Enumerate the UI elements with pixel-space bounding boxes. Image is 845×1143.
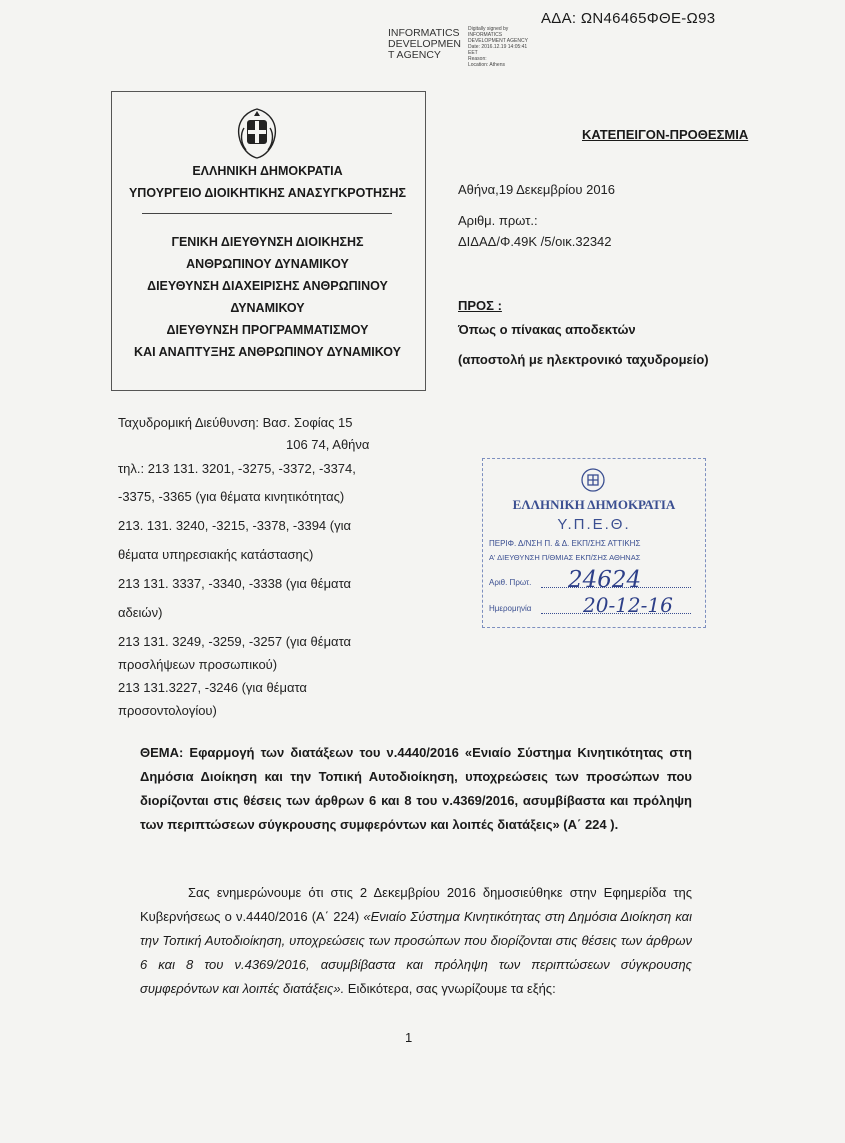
signature-name-line: INFORMATICS [388, 27, 460, 39]
stamp-number-handwritten: 24624 [568, 567, 642, 593]
contact-phone-line: -3375, -3365 (για θέματα κινητικότητας) [118, 489, 345, 504]
contact-address: Ταχυδρομική Διεύθυνση: Βασ. Σοφίας 15 [118, 415, 353, 430]
contact-address-city: 106 74, Αθήνα [286, 437, 370, 452]
signature-details [468, 26, 528, 68]
contact-phone-line: αδειών) [118, 605, 163, 620]
signature-detail-line: Date: 2016.12.19 14:05:41 [468, 44, 528, 50]
signature-detail-line: Reason: [468, 56, 487, 62]
contact-phone-line: 213 131.3227, -3246 (για θέματα [118, 680, 307, 695]
header-republic: ΕΛΛΗΝΙΚΗ ΔΗΜΟΚΡΑΤΙΑ [192, 164, 343, 178]
recipients-line: Όπως ο πίνακας αποδεκτών [458, 322, 636, 337]
registration-stamp [482, 458, 706, 628]
contact-phone-line: προσοντολογίου) [118, 703, 217, 718]
header-directorate-line: ΔΙΕΥΘΥΝΣΗ ΔΙΑΧΕΙΡΙΣΗΣ ΑΝΘΡΩΠΙΝΟΥ [147, 279, 388, 293]
signature-detail-line: Location: Athens [468, 62, 505, 68]
stamp-date-label: Ημερομηνία [489, 604, 532, 613]
recipients-line: (αποστολή με ηλεκτρονικό ταχυδρομείο) [458, 352, 709, 367]
signature-detail-line: EET [468, 50, 478, 56]
subject-paragraph: ΘΕΜΑ: Εφαρμογή των διατάξεων του ν.4440/2016 «Ενιαίο Σύστημα Κινητικότητας στη Δημόσια Διοίκηση και την Τοπική Αυτοδιοίκηση, υποχρεώσεις των προσώπων που διορίζονται στις θέσεις των άρθρων 6 και 8 του ν.4369/2016, ασυμβίβαστα και πρόληψη των περιπτώσεων σύγκρουσης συμφερόντων και λοιπές διατάξεις» (Α΄ 224 ). [140, 745, 692, 832]
contact-phone-line: τηλ.: 213 131. 3201, -3275, -3372, -3374, [118, 461, 356, 476]
stamp-title: ΕΛΛΗΝΙΚΗ ΔΗΜΟΚΡΑΤΙΑ [512, 497, 676, 512]
header-directorate-line: ΔΥΝΑΜΙΚΟΥ [230, 301, 305, 315]
signature-detail-line: Digitally signed by [468, 26, 509, 32]
signature-name-line: DEVELOPMEN [388, 38, 461, 50]
header-directorate-line: ΑΝΘΡΩΠΙΝΟΥ ΔΥΝΑΜΙΚΟΥ [186, 257, 349, 271]
signature-detail-line: INFORMATICS [468, 32, 503, 38]
header-directorate-line: ΚΑΙ ΑΝΑΠΤΥΞΗΣ ΑΝΘΡΩΠΙΝΟΥ ΔΥΝΑΜΙΚΟΥ [134, 345, 401, 359]
stamp-date-handwritten: 20-12-16 [583, 593, 673, 617]
urgency-label: ΚΑΤΕΠΕΙΓΟΝ-ΠΡΟΘΕΣΜΙΑ [582, 127, 749, 142]
place-date: Αθήνα,19 Δεκεμβρίου 2016 [458, 182, 616, 197]
body-intro: Σας ενημερώνουμε ότι στις 2 Δεκεμβρίου 2016 δημοσιεύθηκε στην Εφημερίδα της Κυβερνήσεως ο ν.4440/2016 (Α΄ 224) [140, 885, 692, 924]
page-number: 1 [405, 1030, 413, 1045]
header-divider [142, 213, 392, 214]
contact-phone-line: 213 131. 3249, -3259, -3257 (για θέματα [118, 634, 352, 649]
body-law-title: «Ενιαίο Σύστημα Κινητικότητας στη Δημόσια Διοίκηση και την Τοπική Αυτοδιοίκηση, υποχρεώσεις των προσώπων που διορίζονται στις θέσεις των άρθρων 6 και 8 του ν.4369/2016, ασυμβίβαστα και πρόληψη των περιπτώσεων σύγκρουσης συμφερόντων και λοιπές διατάξεις». [140, 909, 692, 996]
header-directorate-line: ΔΙΕΥΘΥΝΣΗ ΠΡΟΓΡΑΜΜΑΤΙΣΜΟΥ [166, 323, 369, 337]
body-paragraph [140, 881, 692, 1001]
contact-phone-line: 213 131. 3337, -3340, -3338 (για θέματα [118, 576, 352, 591]
signature-name [388, 28, 461, 61]
signature-name-line: T AGENCY [388, 49, 441, 61]
ada-code: ΑΔΑ: ΩΝ46465ΦΘΕ-Ω93 [541, 10, 716, 27]
body-outro: Ειδικότερα, σας γνωρίζουμε τα εξής: [344, 981, 556, 996]
signature-detail-line: DEVELOPMENT AGENCY [468, 38, 528, 44]
protocol-number: ΔΙΔΑΔ/Φ.49Κ /5/οικ.32342 [458, 234, 612, 249]
stamp-line: Α' ΔΙΕΥΘΥΝΣΗ Π/ΘΜΙΑΣ ΕΚΠ/ΣΗΣ ΑΘΗΝΑΣ [489, 553, 641, 562]
contact-phone-line: θέματα υπηρεσιακής κατάστασης) [118, 547, 314, 562]
stamp-agency: Υ.Π.Ε.Θ. [557, 516, 631, 533]
recipients-label: ΠΡΟΣ : [458, 298, 502, 313]
contact-phone-line: προσλήψεων προσωπικού) [118, 657, 278, 672]
header-directorate-line: ΓΕΝΙΚΗ ΔΙΕΥΘΥΝΣΗ ΔΙΟΙΚΗΣΗΣ [171, 235, 364, 249]
stamp-emblem-icon [580, 467, 606, 493]
greek-emblem-icon [228, 104, 286, 162]
stamp-number-label: Αριθ. Πρωτ. [489, 578, 532, 587]
contact-phone-line: 213. 131. 3240, -3215, -3378, -3394 (για [118, 518, 352, 533]
header-ministry: ΥΠΟΥΡΓΕΙΟ ΔΙΟΙΚΗΤΙΚΗΣ ΑΝΑΣΥΓΚΡΟΤΗΣΗΣ [128, 186, 407, 200]
stamp-line: ΠΕΡΙΦ. Δ/ΝΣΗ Π. & Δ. ΕΚΠ/ΣΗΣ ΑΤΤΙΚΗΣ [489, 539, 641, 548]
protocol-label: Αριθμ. πρωτ.: [458, 213, 538, 228]
